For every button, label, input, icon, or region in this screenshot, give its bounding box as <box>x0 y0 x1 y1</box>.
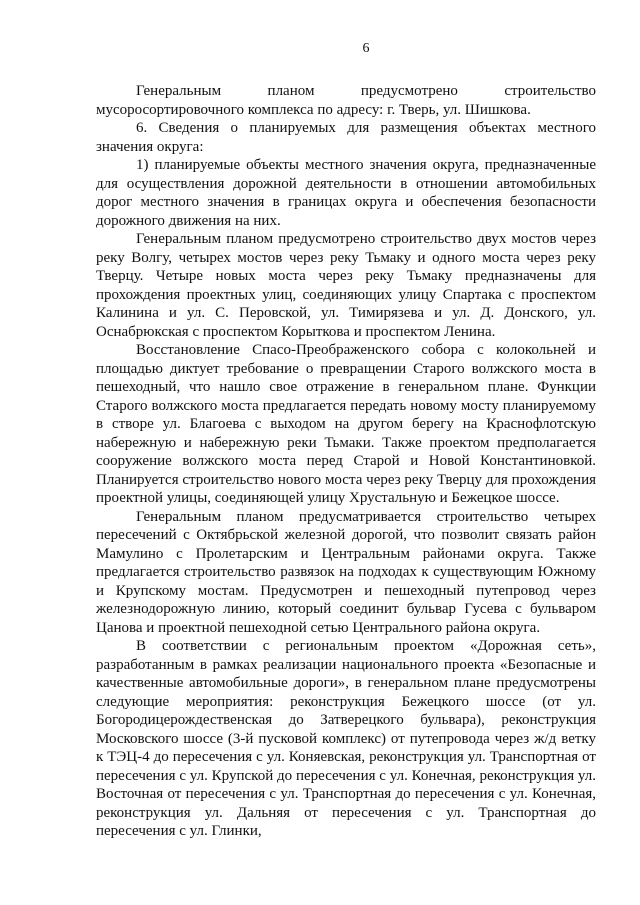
paragraph-road-objects: 1) планируемые объекты местного значения округа, предназначенные для осуществления дорожной деятельности в отношении автомобильных дорог местного значения в границах округа и обеспечения безопасности дорожного движения на них. <box>96 157 596 229</box>
paragraph-waste-sorting-complex: Генеральным планом предусмотрено строительство мусоросортировочного комплекса по адресу: г. Тверь, ул. Шишкова. <box>96 83 596 118</box>
page-number: 6 <box>362 41 370 56</box>
paragraph-section-6-heading: 6. Сведения о планируемых для размещения объектах местного значения округа: <box>96 120 596 155</box>
paragraph-bridges: Генеральным планом предусмотрено строительство двух мостов через реку Волгу, четырех мостов через реку Тьмаку и одного моста через реку Тверцу. Четыре новых моста через реку Тьмаку предназначены для прохождения проектных улиц, соединяющих улицу Спартака с проспектом Калинина и ул. С. Перовской, ул. Тимирязева и ул. Д. Донского, ул. Оснабрюкская с проспектом Корыткова и проспектом Ленина. <box>96 231 596 340</box>
paragraph-railway-crossings: Генеральным планом предусматривается строительство четырех пересечений с Октябрьской железной дорогой, что позволит связать район Мамулино с Пролетарским и Центральным районами округа. Также предлагается строительство развязок на подходах к существующим Южному и Крупскому мостам. Предусмотрен и пешеходный путепровод через железнодорожную линию, который соединит бульвар Гусева с бульваром Цанова и проектной пешеходной сетью Центрального района округа. <box>96 508 596 636</box>
paragraph-regional-project: В соответствии с региональным проектом «Дорожная сеть», разработанным в рамках реализации национального проекта «Безопасные и качественные автомобильные дороги», в генеральном плане предусмотрены следующие мероприятия: реконструкция Бежецкого шоссе (от ул. Богородицерождественская до Затверецкого бульвара), реконструкция Московского шоссе (3-й пусковой комплекс) от путепровода через ж/д ветку к ТЭЦ-4 до пересечения с ул. Коняевская, реконструкция ул. Транспортная от пересечения с ул. Крупской до пересечения с ул. Конечная, реконструкция ул. Восточная от пересечения с ул. Транспортная до пересечения с ул. Конечная, реконструкция ул. Дальняя от пересечения с ул. Транспортная до пересечения с ул. Глинки, <box>96 638 596 839</box>
document-page <box>96 40 596 841</box>
paragraph-old-volga-bridge: Восстановление Спасо-Преображенского собора с колокольней и площадью диктует требование о превращении Старого волжского моста в пешеходный, что нашло свое отражение в генеральном плане. Функции Старого волжского моста предлагается передать новому мосту планируемому в створе ул. Благоева с выходом на другом берегу на Краснофлотскую набережную и набережную реки Тьмаки. Также проектом предполагается сооружение волжского моста перед Старой и Новой Константиновкой. Планируется строительство нового моста через реку Тверцу для прохождения проектной улицы, соединяющей улицу Хрустальную и Бежецкое шоссе. <box>96 342 596 506</box>
